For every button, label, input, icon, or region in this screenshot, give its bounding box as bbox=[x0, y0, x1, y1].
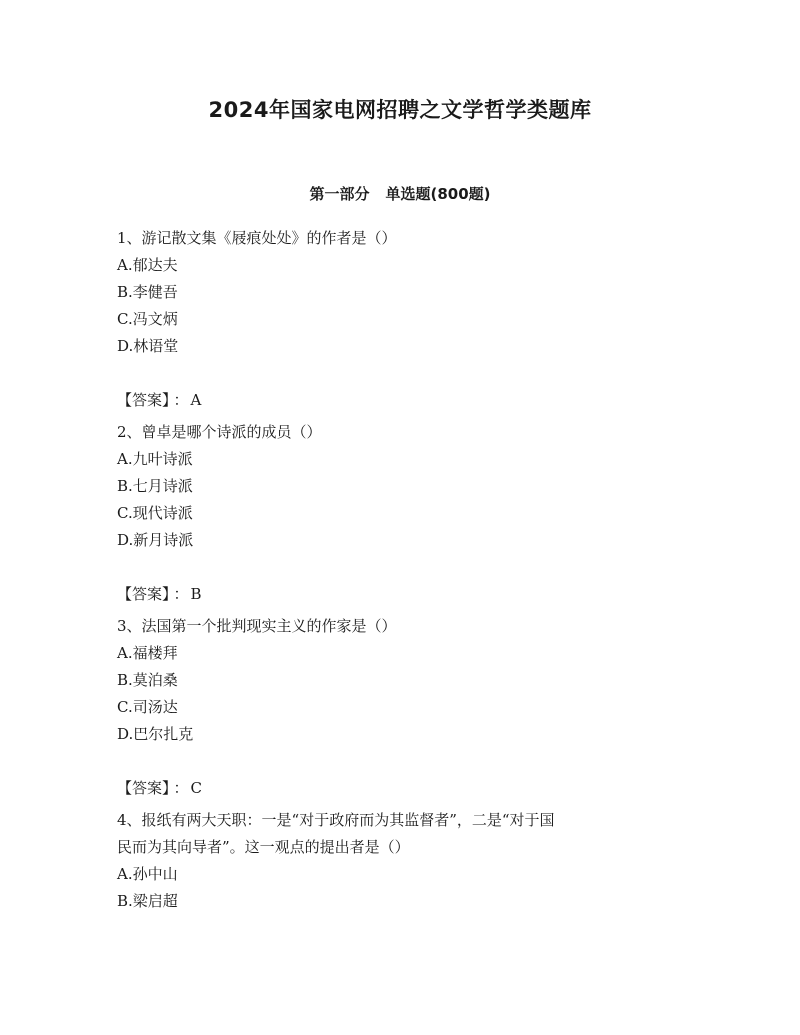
answer-separator: ： bbox=[173, 391, 189, 409]
option-a: A.郁达夫 bbox=[117, 256, 178, 274]
answer-line bbox=[117, 581, 687, 608]
question-text: 1、游记散文集《屐痕处处》的作者是（） bbox=[117, 229, 397, 247]
question-text: 2、曾卓是哪个诗派的成员（） bbox=[117, 423, 322, 441]
answer-separator: ： bbox=[173, 585, 189, 603]
answer-line bbox=[117, 387, 687, 414]
option-a: A.孙中山 bbox=[117, 865, 178, 883]
option-b: B.李健吾 bbox=[117, 283, 178, 301]
option-b: B.七月诗派 bbox=[117, 477, 193, 495]
answer-value: B bbox=[190, 585, 202, 603]
question-text-line-1: 4、报纸有两大天职：一是“对于政府而为其监督者”，二是“对于国 bbox=[117, 811, 555, 829]
option-a: A.福楼拜 bbox=[117, 644, 178, 662]
answer-value: C bbox=[190, 779, 203, 797]
option-b: B.莫泊桑 bbox=[117, 671, 178, 689]
question-block bbox=[117, 225, 687, 414]
option-d: D.新月诗派 bbox=[117, 531, 194, 549]
answer-label: 【答案】 bbox=[117, 391, 170, 409]
answer-separator: ： bbox=[173, 779, 189, 797]
document-title: 2024年国家电网招聘之文学哲学类题库 bbox=[208, 98, 592, 122]
option-a: A.九叶诗派 bbox=[117, 450, 193, 468]
question-block bbox=[117, 613, 687, 802]
question-block bbox=[117, 419, 687, 608]
answer-line bbox=[117, 775, 687, 802]
section-type: 单选题(800题) bbox=[385, 185, 491, 203]
option-b: B.梁启超 bbox=[117, 892, 178, 910]
answer-label: 【答案】 bbox=[117, 779, 170, 797]
question-text: 3、法国第一个批判现实主义的作家是（） bbox=[117, 617, 397, 635]
section-part: 第一部分 bbox=[309, 185, 370, 203]
question-list bbox=[117, 225, 687, 915]
option-c: C.现代诗派 bbox=[117, 504, 193, 522]
question-text-line-2: 民而为其向导者”。这一观点的提出者是（） bbox=[117, 838, 410, 856]
option-c: C.司汤达 bbox=[117, 698, 178, 716]
answer-value: A bbox=[190, 391, 202, 409]
question-block bbox=[117, 807, 687, 915]
option-d: D.林语堂 bbox=[117, 337, 179, 355]
answer-label: 【答案】 bbox=[117, 585, 170, 603]
option-c: C.冯文炳 bbox=[117, 310, 178, 328]
option-d: D.巴尔扎克 bbox=[117, 725, 194, 743]
section-heading bbox=[0, 183, 800, 204]
